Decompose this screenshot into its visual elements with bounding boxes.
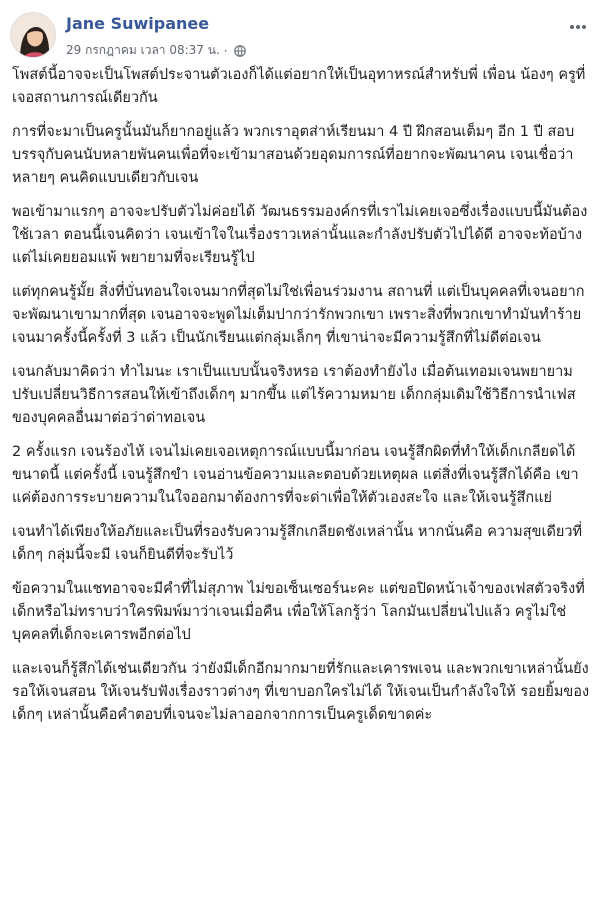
meta-separator: · bbox=[223, 43, 228, 58]
post-paragraph: พอเข้ามาแรกๆ อาจจะปรับตัวไม่ค่อยได้ วัฒนธรรมองค์กรที่เราไม่เคยเจอซึ่งเรื่องแบบนี้มันต้องใช้เวลา ตอนนี้เจนคิดว่า เจนเข้าใจในเรื่องราวเหล่านั้นและกำลังปรับตัวไปได้ดี อาจจะท้อบ้าง แต่ไม่เคยยอมแพ้ พยายามที่จะเรียนรู้ไป bbox=[12, 204, 588, 266]
post-body bbox=[0, 64, 600, 738]
post-paragraph: เจนทำได้เพียงให้อภัยและเป็นที่รองรับความรู้สึกเกลียดชังเหล่านั้น หากนั่นคือ ความสุขเดียวที่เด็กๆ กลุ่มนี้จะมี เจนก็ยินดีที่จะรับไว้ bbox=[12, 524, 583, 563]
globe-icon[interactable] bbox=[234, 45, 246, 57]
post-paragraph: การที่จะมาเป็นครูนั้นมันก็ยากอยู่แล้ว พวกเราอุตส่าห์เรียนมา 4 ปี ฝึกสอนเต็มๆ อีก 1 ปี สอบบรรจุกับคนนับหลายพันคนเพื่อที่จะเข้ามาสอนด้วยอุดมการณ์ที่อยากจะพัฒนาคน เจนเชื่อว่าหลายๆ คนคิดแบบเดียวกับเจน bbox=[12, 124, 575, 186]
post-paragraph: 2 ครั้งแรก เจนร้องไห้ เจนไม่เคยเจอเหตุการณ์แบบนี้มาก่อน เจนรู้สึกผิดที่ทำให้เด็กเกลียดได้ขนาดนี้ แต่ครั้งนี้ เจนรู้สึกขำ เจนอ่านข้อความและตอบด้วยเหตุผล แต่สิ่งที่เจนรู้สึกได้คือ เขาแค่ต้องการระบายความในใจออกมาต้องการที่จะด่าเพื่อให้ตัวเองสะใจ และให้เจนรู้สึกแย่ bbox=[12, 444, 579, 506]
post-paragraph: เจนกลับมาคิดว่า ทำไมนะ เราเป็นแบบนั้นจริงหรอ เราต้องทำยังไง เมื่อต้นเทอมเจนพยายามปรับเปลี่ยนวิธีการสอนให้เข้าถึงเด็กๆ มากขึ้น แต่ไร้ความหมาย เด็กกลุ่มเดิมใช้วิธีการนำเฟสของบุคคลอื่นมาต่อว่าด่าทอเจน bbox=[12, 364, 576, 426]
more-horizontal-icon[interactable] bbox=[568, 18, 588, 30]
post-meta bbox=[66, 41, 246, 60]
post-paragraph: โพสต์นี้อาจจะเป็นโพสต์ประจานตัวเองก็ได้แต่อยากให้เป็นอุทาหรณ์สำหรับพี่ เพื่อน น้องๆ ครูที่เจอสถานการณ์เดียวกัน bbox=[12, 67, 586, 106]
post-paragraph: ข้อความในแชทอาจจะมีคำที่ไม่สุภาพ ไม่ขอเซ็นเซอร์นะคะ แต่ขอปิดหน้าเจ้าของเฟสตัวจริงที่เด็กหรือไม่ทราบว่าใครพิมพ์มาว่าเจนเมื่อคืน เพื่อให้โลกรู้ว่า โลกมันเปลี่ยนไปแล้ว ครูไม่ใช่บุคคลที่เด็กจะเคารพอีกต่อไป bbox=[12, 581, 585, 643]
post-timestamp[interactable]: 29 กรกฎาคม เวลา 08:37 น. bbox=[66, 43, 220, 57]
author-name[interactable]: Jane Suwipanee bbox=[66, 14, 210, 33]
post-header bbox=[0, 0, 600, 64]
post-paragraph: และเจนก็รู้สึกได้เช่นเดียวกัน ว่ายังมีเด็กอีกมากมายที่รักและเคารพเจน และพวกเขาเหล่านั้นยังรอให้เจนสอน ให้เจนรับฟังเรื่องราวต่างๆ ที่เขาบอกใครไม่ได้ ให้เจนเป็นกำลังใจให้ รอยยิ้มของเด็กๆ เหล่านั้นคือคำตอบที่เจนจะไม่ลาออกจากการเป็นครูเด็ดขาดค่ะ bbox=[12, 661, 590, 723]
post-paragraph: แต่ทุกคนรู้มั้ย สิ่งที่บั่นทอนใจเจนมากที่สุดไม่ใช่เพื่อนร่วมงาน สถานที่ แต่เป็นบุคคลที่เจนอยากจะพัฒนาเขามากที่สุด เจนอาจจะพูดไม่เต็มปากว่ารักพวกเขา เพราะสิ่งที่พวกเขาทำมันทำร้ายเจนมาครั้งนี้ครั้งที่ 3 แล้ว เป็นนักเรียนแต่กลุ่มเล็กๆ ที่เขาน่าจะมีความรู้สึกที่ไม่ดีต่อเจน bbox=[12, 284, 585, 346]
avatar[interactable] bbox=[10, 12, 56, 58]
